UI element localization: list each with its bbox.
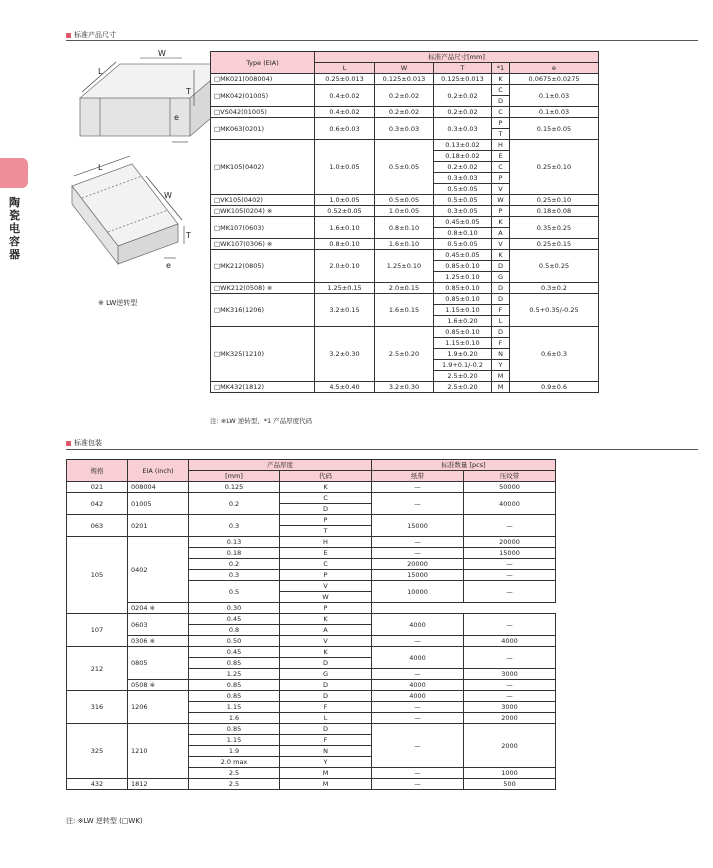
embossed-tape-qty-cell: 15000	[464, 548, 556, 559]
header-qty: 标准数量 [pcs]	[372, 460, 556, 471]
thickness-mm-cell: 0.2	[189, 559, 280, 570]
thickness-code-cell: C	[280, 559, 372, 570]
width-cell: 0.8±0.10	[375, 217, 434, 239]
thickness-mm-cell: 1.9	[189, 746, 280, 757]
type-cell: □MK105(0402)	[211, 140, 315, 195]
spec-cell: 316	[67, 691, 128, 724]
thickness-mm-cell: 1.25	[189, 669, 280, 680]
width-cell: 1.6±0.15	[375, 294, 434, 327]
label-e-reversed: e	[166, 261, 171, 270]
embossed-tape-qty-cell: —	[464, 581, 556, 603]
dims-row	[211, 195, 599, 206]
thickness-code-cell: D	[492, 96, 510, 107]
embossed-tape-qty-cell: 4000	[464, 636, 556, 647]
length-cell: 3.2±0.15	[315, 294, 375, 327]
header-code: *1	[492, 63, 510, 74]
thickness-code-cell: F	[492, 338, 510, 349]
packaging-row	[67, 680, 556, 691]
eia-cell: 008004	[128, 482, 189, 493]
type-cell: □MK212(0805)	[211, 250, 315, 283]
thickness-cell: 0.85±0.10	[434, 261, 492, 272]
label-W-reversed: W	[164, 191, 172, 200]
thickness-code-cell: Y	[280, 757, 372, 768]
embossed-tape-qty-cell: 3000	[464, 702, 556, 713]
thickness-cell: 1.25±0.10	[434, 272, 492, 283]
thickness-code-cell: P	[492, 206, 510, 217]
thickness-mm-cell: 1.15	[189, 735, 280, 746]
thickness-code-cell: K	[492, 250, 510, 261]
thickness-code-cell: H	[492, 140, 510, 151]
label-T-reversed: T	[186, 231, 191, 240]
thickness-code-cell: D	[280, 658, 372, 669]
packaging-row	[67, 724, 556, 735]
spec-cell: 432	[67, 779, 128, 790]
thickness-mm-cell: 0.85	[189, 680, 280, 691]
thickness-code-cell: V	[280, 581, 372, 592]
paper-tape-qty-cell: —	[372, 548, 464, 559]
thickness-code-cell: G	[492, 272, 510, 283]
packaging-row	[67, 691, 556, 702]
divider	[66, 449, 698, 450]
thickness-code-cell: N	[492, 349, 510, 360]
dims-row	[211, 250, 599, 261]
width-cell: 0.2±0.02	[375, 107, 434, 118]
dims-row	[211, 85, 599, 96]
thickness-code-cell: E	[492, 151, 510, 162]
thickness-cell: 1.15±0.10	[434, 338, 492, 349]
embossed-tape-qty-cell: 20000	[464, 537, 556, 548]
type-cell: □MK021(008004)	[211, 74, 315, 85]
thickness-mm-cell: 0.85	[189, 724, 280, 735]
type-cell: □VK105(0402)	[211, 195, 315, 206]
thickness-cell: 2.5±0.20	[434, 371, 492, 382]
thickness-cell: 0.45±0.05	[434, 217, 492, 228]
thickness-code-cell: D	[492, 327, 510, 338]
thickness-code-cell: M	[280, 779, 372, 790]
eia-cell: 0805	[128, 647, 189, 680]
thickness-mm-cell: 0.125	[189, 482, 280, 493]
length-cell: 1.0±0.05	[315, 195, 375, 206]
packaging-table	[66, 459, 556, 790]
thickness-cell: 0.3±0.03	[434, 173, 492, 184]
type-cell: □MK107(0603)	[211, 217, 315, 239]
e-cell: 0.25±0.10	[510, 195, 599, 206]
section-title-text: 标准包装	[74, 439, 102, 447]
paper-tape-qty-cell: —	[372, 482, 464, 493]
embossed-tape-qty-cell: —	[464, 680, 556, 691]
type-cell: □VS042(01005)	[211, 107, 315, 118]
label-L: L	[98, 67, 103, 76]
eia-cell: 0204 ※	[128, 603, 189, 614]
packaging-row	[67, 614, 556, 625]
type-cell: □WK107(0306) ※	[211, 239, 315, 250]
length-cell: 2.0±0.10	[315, 250, 375, 283]
dims-row	[211, 140, 599, 151]
length-cell: 3.2±0.30	[315, 327, 375, 382]
width-cell: 2.5±0.20	[375, 327, 434, 382]
e-cell: 0.6±0.3	[510, 327, 599, 382]
thickness-cell: 0.3±0.03	[434, 118, 492, 140]
length-cell: 1.6±0.10	[315, 217, 375, 239]
embossed-tape-qty-cell: 2000	[464, 724, 556, 768]
thickness-code-cell: P	[280, 570, 372, 581]
thickness-mm-cell: 0.2	[189, 493, 280, 515]
header-type: Type (EIA)	[211, 52, 315, 74]
spec-cell: 107	[67, 614, 128, 647]
thickness-cell: 0.2±0.02	[434, 107, 492, 118]
thickness-code-cell: W	[280, 592, 372, 603]
header-mm: [mm]	[189, 471, 280, 482]
e-cell: 0.0675±0.0275	[510, 74, 599, 85]
paper-tape-qty-cell: —	[372, 537, 464, 548]
thickness-mm-cell: 0.5	[189, 581, 280, 603]
dims-row	[211, 74, 599, 85]
thickness-code-cell: F	[280, 702, 372, 713]
length-cell: 1.25±0.15	[315, 283, 375, 294]
thickness-code-cell: K	[280, 614, 372, 625]
thickness-code-cell: A	[280, 625, 372, 636]
header-e: e	[510, 63, 599, 74]
header-L: L	[315, 63, 375, 74]
paper-tape-qty-cell: 4000	[372, 614, 464, 636]
thickness-code-cell: M	[492, 371, 510, 382]
packaging-row	[67, 779, 556, 790]
label-L-reversed: L	[98, 163, 103, 172]
thickness-code-cell: C	[492, 162, 510, 173]
thickness-code-cell: A	[492, 228, 510, 239]
length-cell: 0.6±0.03	[315, 118, 375, 140]
width-cell: 2.0±0.15	[375, 283, 434, 294]
eia-cell: 1210	[128, 724, 189, 779]
thickness-code-cell: L	[492, 316, 510, 327]
header-spec: 规格	[67, 460, 128, 482]
packaging-row	[67, 537, 556, 548]
embossed-tape-qty-cell: —	[464, 559, 556, 570]
header-W: W	[375, 63, 434, 74]
paper-tape-qty-cell: 4000	[372, 647, 464, 669]
thickness-code-cell: C	[280, 493, 372, 504]
paper-tape-qty-cell: —	[372, 493, 464, 515]
thickness-code-cell: D	[280, 504, 372, 515]
thickness-code-cell: C	[492, 107, 510, 118]
thickness-cell: 1.15±0.10	[434, 305, 492, 316]
thickness-code-cell: K	[492, 74, 510, 85]
chip-reversed	[72, 164, 178, 264]
spec-cell: 325	[67, 724, 128, 779]
thickness-mm-cell: 0.45	[189, 647, 280, 658]
thickness-cell: 1.9+0.1/-0.2	[434, 360, 492, 371]
embossed-tape-qty-cell: 3000	[464, 669, 556, 680]
divider	[66, 40, 698, 41]
thickness-cell: 0.2±0.02	[434, 85, 492, 107]
section-title-packaging	[66, 438, 102, 448]
thickness-code-cell: P	[492, 173, 510, 184]
paper-tape-qty-cell: —	[372, 636, 464, 647]
spec-cell: 021	[67, 482, 128, 493]
e-cell: 0.1±0.03	[510, 107, 599, 118]
dims-row	[211, 283, 599, 294]
paper-tape-qty-cell: —	[372, 702, 464, 713]
e-cell: 0.1±0.03	[510, 85, 599, 107]
thickness-code-cell: K	[492, 217, 510, 228]
paper-tape-qty-cell: 20000	[372, 559, 464, 570]
thickness-code-cell: V	[280, 636, 372, 647]
thickness-code-cell: M	[280, 768, 372, 779]
thickness-code-cell: D	[492, 283, 510, 294]
dims-row	[211, 217, 599, 228]
length-cell: 1.0±0.05	[315, 140, 375, 195]
thickness-code-cell: D	[492, 261, 510, 272]
paper-tape-qty-cell: —	[372, 669, 464, 680]
header-paper-tape: 纸带	[372, 471, 464, 482]
width-cell: 0.5±0.05	[375, 140, 434, 195]
dims-row	[211, 382, 599, 393]
thickness-cell: 0.85±0.10	[434, 327, 492, 338]
thickness-code-cell: D	[280, 724, 372, 735]
section-marker	[66, 441, 71, 446]
packaging-row	[67, 647, 556, 658]
width-cell: 0.125±0.013	[375, 74, 434, 85]
header-thickness: 产品厚度	[189, 460, 372, 471]
width-cell: 0.2±0.02	[375, 85, 434, 107]
thickness-cell: 0.85±0.10	[434, 283, 492, 294]
thickness-code-cell: Y	[492, 360, 510, 371]
thickness-code-cell: P	[280, 603, 372, 614]
thickness-code-cell: C	[492, 85, 510, 96]
thickness-mm-cell: 0.3	[189, 515, 280, 537]
thickness-mm-cell: 0.85	[189, 691, 280, 702]
thickness-code-cell: V	[492, 239, 510, 250]
thickness-mm-cell: 1.15	[189, 702, 280, 713]
thickness-cell: 0.13±0.02	[434, 140, 492, 151]
thickness-code-cell: H	[280, 537, 372, 548]
thickness-code-cell: K	[280, 482, 372, 493]
e-cell: 0.5±0.25	[510, 250, 599, 283]
thickness-mm-cell: 2.0 max	[189, 757, 280, 768]
width-cell: 3.2±0.30	[375, 382, 434, 393]
length-cell: 0.25±0.013	[315, 74, 375, 85]
thickness-mm-cell: 2.5	[189, 779, 280, 790]
paper-tape-qty-cell: 4000	[372, 680, 464, 691]
width-cell: 1.0±0.05	[375, 206, 434, 217]
thickness-cell: 0.125±0.013	[434, 74, 492, 85]
thickness-code-cell: P	[492, 118, 510, 129]
header-embossed-tape: 压纹带	[464, 471, 556, 482]
dimensions-table	[210, 51, 599, 393]
spec-cell: 212	[67, 647, 128, 691]
thickness-mm-cell: 0.50	[189, 636, 280, 647]
header-std-dims: 标准产品尺寸[mm]	[315, 52, 599, 63]
eia-cell: 0306 ※	[128, 636, 189, 647]
label-T: T	[186, 87, 191, 96]
thickness-code-cell: W	[492, 195, 510, 206]
paper-tape-qty-cell: —	[372, 779, 464, 790]
length-cell: 0.4±0.02	[315, 85, 375, 107]
thickness-code-cell: M	[492, 382, 510, 393]
packaging-row	[67, 482, 556, 493]
section-title-dimensions	[66, 30, 116, 40]
thickness-mm-cell: 0.8	[189, 625, 280, 636]
thickness-cell: 0.8±0.10	[434, 228, 492, 239]
thickness-code-cell: T	[492, 129, 510, 140]
thickness-cell: 0.85±0.10	[434, 294, 492, 305]
spec-cell: 105	[67, 537, 128, 614]
category-tab	[0, 158, 28, 188]
packaging-row	[67, 493, 556, 504]
thickness-mm-cell: 2.5	[189, 768, 280, 779]
thickness-mm-cell: 0.85	[189, 658, 280, 669]
thickness-code-cell: L	[280, 713, 372, 724]
thickness-code-cell: D	[492, 294, 510, 305]
label-e: e	[174, 113, 179, 122]
width-cell: 1.25±0.10	[375, 250, 434, 283]
e-cell: 0.35±0.25	[510, 217, 599, 239]
e-cell: 0.9±0.6	[510, 382, 599, 393]
embossed-tape-qty-cell: 50000	[464, 482, 556, 493]
dims-row	[211, 206, 599, 217]
thickness-code-cell: F	[280, 735, 372, 746]
thickness-mm-cell: 1.6	[189, 713, 280, 724]
e-cell: 0.15±0.05	[510, 118, 599, 140]
thickness-cell: 0.2±0.02	[434, 162, 492, 173]
dims-row	[211, 118, 599, 129]
embossed-tape-qty-cell: —	[464, 691, 556, 702]
thickness-code-cell: K	[280, 647, 372, 658]
eia-cell: 1812	[128, 779, 189, 790]
eia-cell: 0201	[128, 515, 189, 537]
paper-tape-qty-cell: 15000	[372, 515, 464, 537]
category-label: 陶瓷电容器	[9, 196, 20, 261]
eia-cell: 0603	[128, 614, 189, 636]
paper-tape-qty-cell: —	[372, 768, 464, 779]
embossed-tape-qty-cell: 500	[464, 779, 556, 790]
lw-reversed-note: ※ LW逆转型	[98, 299, 138, 307]
eia-cell: 01005	[128, 493, 189, 515]
embossed-tape-qty-cell: —	[464, 570, 556, 581]
thickness-code-cell: N	[280, 746, 372, 757]
thickness-code-cell: D	[280, 680, 372, 691]
embossed-tape-qty-cell: 2000	[464, 713, 556, 724]
embossed-tape-qty-cell: —	[464, 614, 556, 636]
dimensions-note: 注: ※LW 逆转型、*1 产品厚度代码	[210, 417, 313, 425]
header-eia: EIA (inch)	[128, 460, 189, 482]
thickness-code-cell: E	[280, 548, 372, 559]
type-cell: □MK063(0201)	[211, 118, 315, 140]
thickness-mm-cell: 0.3	[189, 570, 280, 581]
header-thickness-code: 代码	[280, 471, 372, 482]
thickness-mm-cell: 0.13	[189, 537, 280, 548]
thickness-cell: 0.18±0.02	[434, 151, 492, 162]
dims-row	[211, 239, 599, 250]
section-marker	[66, 33, 71, 38]
width-cell: 1.6±0.10	[375, 239, 434, 250]
type-cell: □MK042(01005)	[211, 85, 315, 107]
embossed-tape-qty-cell: 1000	[464, 768, 556, 779]
thickness-code-cell: P	[280, 515, 372, 526]
thickness-cell: 0.5±0.05	[434, 239, 492, 250]
packaging-row	[67, 603, 556, 614]
spec-cell: 042	[67, 493, 128, 515]
header-T: T	[434, 63, 492, 74]
eia-cell: 0402	[128, 537, 189, 603]
eia-cell: 0508 ※	[128, 680, 189, 691]
paper-tape-qty-cell: 15000	[372, 570, 464, 581]
thickness-code-cell: G	[280, 669, 372, 680]
e-cell: 0.25±0.10	[510, 140, 599, 195]
thickness-mm-cell: 0.45	[189, 614, 280, 625]
thickness-cell: 0.45±0.05	[434, 250, 492, 261]
embossed-tape-qty-cell: 40000	[464, 493, 556, 515]
thickness-cell: 1.6±0.20	[434, 316, 492, 327]
thickness-cell: 0.5±0.05	[434, 184, 492, 195]
type-cell: □MK432(1812)	[211, 382, 315, 393]
packaging-note: 注: ※LW 逆转型 (□WK)	[66, 817, 143, 825]
length-cell: 4.5±0.40	[315, 382, 375, 393]
length-cell: 0.4±0.02	[315, 107, 375, 118]
embossed-tape-qty-cell: —	[464, 647, 556, 669]
type-cell: □WK105(0204) ※	[211, 206, 315, 217]
thickness-code-cell: F	[492, 305, 510, 316]
label-W: W	[158, 49, 166, 58]
thickness-cell: 1.9±0.20	[434, 349, 492, 360]
e-cell: 0.25±0.15	[510, 239, 599, 250]
length-cell: 0.52±0.05	[315, 206, 375, 217]
width-cell: 0.3±0.03	[375, 118, 434, 140]
dims-row	[211, 327, 599, 338]
thickness-code-cell: V	[492, 184, 510, 195]
section-title-text: 标准产品尺寸	[74, 31, 116, 39]
thickness-cell: 2.5±0.20	[434, 382, 492, 393]
chip-diagram	[70, 46, 210, 306]
width-cell: 0.5±0.05	[375, 195, 434, 206]
thickness-mm-cell: 0.30	[189, 603, 280, 614]
thickness-code-cell: T	[280, 526, 372, 537]
paper-tape-qty-cell: 4000	[372, 691, 464, 702]
e-cell: 0.3±0.2	[510, 283, 599, 294]
thickness-mm-cell: 0.18	[189, 548, 280, 559]
paper-tape-qty-cell: —	[372, 724, 464, 768]
dims-row	[211, 294, 599, 305]
spec-cell: 063	[67, 515, 128, 537]
thickness-code-cell: D	[280, 691, 372, 702]
packaging-row	[67, 636, 556, 647]
paper-tape-qty-cell: —	[372, 713, 464, 724]
type-cell: □MK316(1206)	[211, 294, 315, 327]
paper-tape-qty-cell: 10000	[372, 581, 464, 603]
embossed-tape-qty-cell: —	[464, 515, 556, 537]
thickness-cell: 0.3±0.05	[434, 206, 492, 217]
e-cell: 0.5+0.35/-0.25	[510, 294, 599, 327]
e-cell: 0.18±0.08	[510, 206, 599, 217]
dims-row	[211, 107, 599, 118]
thickness-cell: 0.5±0.05	[434, 195, 492, 206]
eia-cell: 1206	[128, 691, 189, 724]
type-cell: □MK325(1210)	[211, 327, 315, 382]
type-cell: □WK212(0508) ※	[211, 283, 315, 294]
packaging-row	[67, 515, 556, 526]
length-cell: 0.8±0.10	[315, 239, 375, 250]
